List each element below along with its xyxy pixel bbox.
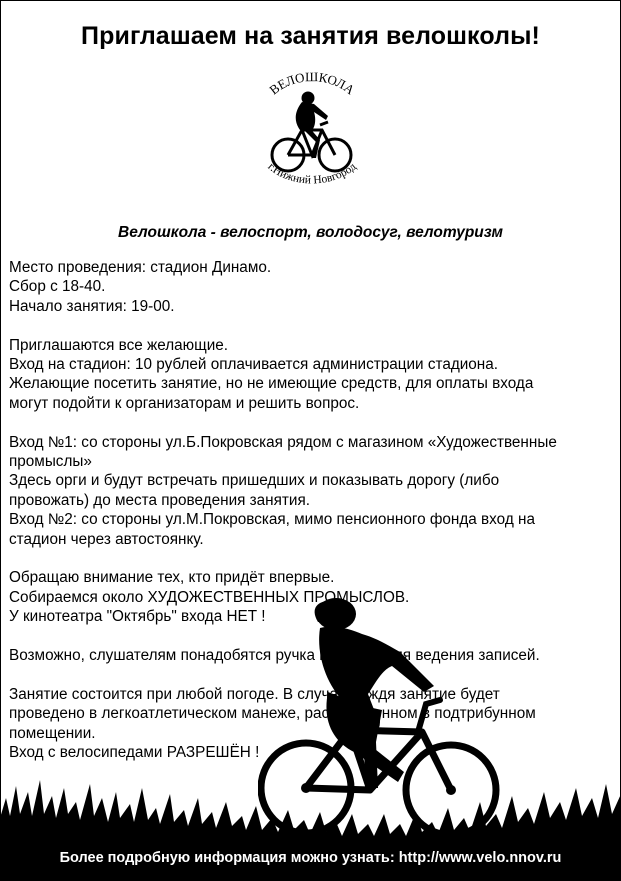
- text-line: промыслы»: [9, 453, 92, 471]
- logo-bottom-text: г.Нижний Новгород: [265, 160, 359, 187]
- footer-info: Более подробную информация можно узнать: http://www.velo.nnov.ru: [59, 850, 562, 866]
- paragraph-weather: [9, 685, 609, 763]
- text-line: Приглашаются все желающие.: [9, 336, 229, 354]
- text-line: Здесь орги и будут встречать пришедших и показывать дорогу (либо: [9, 472, 500, 490]
- text-line: Обращаю внимание тех, кто придёт впервые.: [9, 569, 335, 587]
- text-line: Вход на стадион: 10 рублей оплачивается администрации стадиона.: [9, 356, 499, 374]
- cyclist-icon: [272, 92, 351, 172]
- text-line: Вход с велосипедами РАЗРЕШЁН !: [9, 744, 260, 762]
- text-line: Вход №1: со стороны ул.Б.Покровская рядом с магазином «Художественные: [9, 433, 557, 451]
- text-line: проведено в легкоатлетическом манеже, расположенном в подтрибунном: [9, 705, 536, 723]
- text-line: Возможно, слушателям понадобятся ручка и бумага для ведения записей.: [9, 647, 540, 665]
- text-line: стадион через автостоянку.: [9, 530, 204, 548]
- paragraph-notes: [9, 646, 609, 665]
- logo-top-text: ВЕЛОШКОЛА: [266, 70, 358, 98]
- paragraph-entrances: [9, 433, 609, 549]
- paragraph-venue: [9, 258, 609, 316]
- text-line: Начало занятия: 19-00.: [9, 297, 175, 315]
- text-line: Собираемся около ХУДОЖЕСТВЕННЫХ ПРОМЫСЛОВ.: [9, 588, 410, 606]
- page-title: Приглашаем на занятия велошколы!: [81, 22, 540, 50]
- info-text: [9, 258, 609, 762]
- text-line: могут подойти к организаторам и решить вопрос.: [9, 394, 360, 412]
- subtitle: Велошкола - велоспорт, володосуг, велотуризм: [118, 224, 503, 241]
- paragraph-invitation: [9, 336, 609, 414]
- text-line: У кинотеатра "Октябрь" входа НЕТ !: [9, 608, 266, 626]
- text-line: провожать) до места проведения занятия.: [9, 491, 310, 509]
- text-line: Вход №2: со стороны ул.М.Покровская, мимо пенсионного фонда вход на: [9, 511, 535, 529]
- text-line: Место проведения: стадион Динамо.: [9, 259, 272, 276]
- velo-school-logo: [250, 70, 374, 198]
- text-line: Желающие посетить занятие, но не имеющие средств, для оплаты входа: [9, 375, 534, 393]
- text-line: Сбор с 18-40.: [9, 278, 106, 296]
- text-line: помещении.: [9, 724, 96, 742]
- text-line: Занятие состоится при любой погоде. В случае дождя занятие будет: [9, 685, 500, 703]
- paragraph-newcomers: [9, 568, 609, 626]
